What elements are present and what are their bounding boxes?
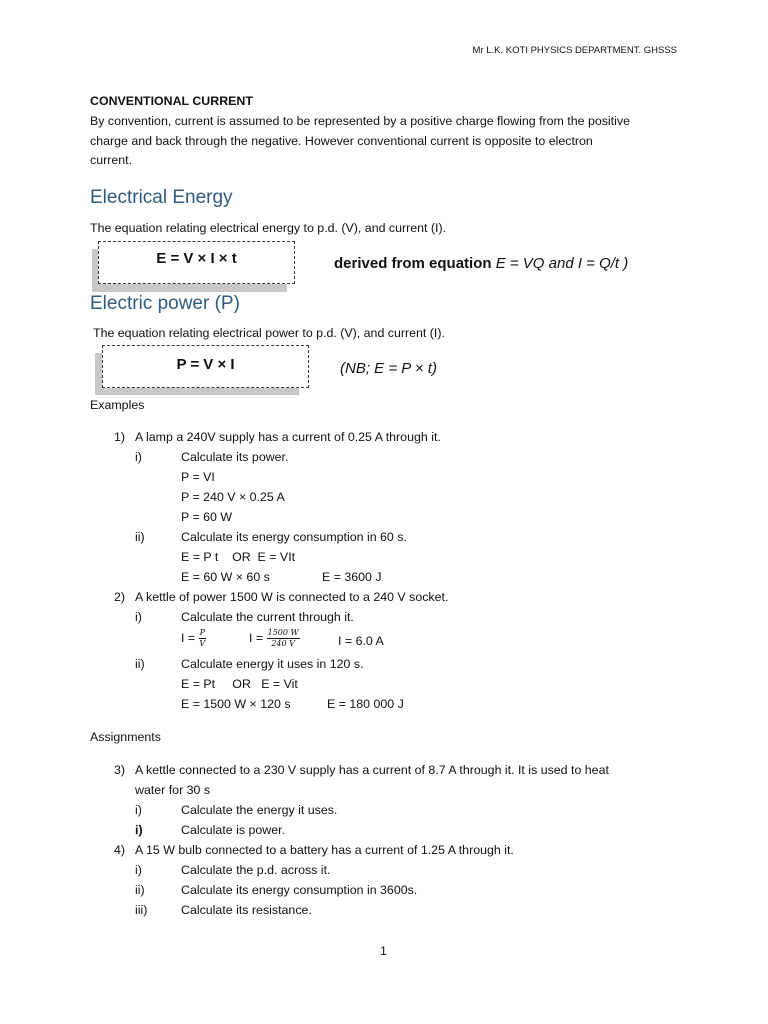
fraction	[199, 628, 206, 649]
working-step: E = 60 W × 60 s	[181, 570, 270, 584]
power-formula: P = V × I	[176, 356, 235, 373]
subquestion-text: Calculate its energy consumption in 3600s.	[181, 883, 418, 897]
question-text: A 15 W bulb connected to a battery has a current of 1.25 A through it.	[135, 843, 514, 857]
heading-electric-power: Electric power (P)	[90, 293, 240, 314]
numerator: 1500 W	[267, 628, 299, 637]
working-result: E = 180 000 J	[327, 697, 404, 711]
question-number: 3)	[114, 763, 126, 777]
working-step: P = 60 W	[181, 510, 233, 524]
paragraph-line: current.	[90, 153, 133, 167]
question-text: A kettle connected to a 230 V supply has a current of 8.7 A through it. It is used to heat	[135, 763, 609, 777]
derived-from-equation	[334, 255, 628, 272]
power-note: (NB; E = P × t)	[340, 360, 437, 377]
derived-label: derived from equation	[334, 255, 496, 272]
conventional-current-paragraph	[90, 112, 630, 171]
subquestion-text: Calculate the energy it uses.	[181, 803, 338, 817]
working-step-fraction	[181, 628, 206, 649]
question-number: 2)	[114, 590, 126, 604]
energy-formula: E = V × I × t	[156, 250, 237, 267]
working-result: E = 3600 J	[322, 570, 382, 584]
energy-intro: The equation relating electrical energy to p.d. (V), and current (I).	[90, 221, 447, 235]
heading-assignments: Assignments	[90, 730, 161, 744]
subquestion-text: Calculate its energy consumption in 60 s.	[181, 530, 407, 544]
question-number: 4)	[114, 843, 126, 857]
question-number: 1)	[114, 430, 126, 444]
subquestion-text: Calculate its resistance.	[181, 903, 312, 917]
working-step: E = 1500 W × 120 s	[181, 697, 291, 711]
energy-formula-box	[98, 241, 295, 284]
fraction	[267, 628, 300, 649]
working-step: E = P t OR E = VIt	[181, 550, 296, 564]
subquestion-text: Calculate the p.d. across it.	[181, 863, 331, 877]
question-text: A kettle of power 1500 W is connected to a 240 V socket.	[135, 590, 449, 604]
subquestion-number: ii)	[135, 657, 145, 671]
working-step: E = Pt OR E = Vit	[181, 677, 298, 691]
paragraph-line: charge and back through the negative. However conventional current is opposite to electron	[90, 133, 593, 148]
heading-examples: Examples	[90, 398, 145, 412]
subquestion-text: Calculate the current through it.	[181, 610, 354, 624]
working-step: P = 240 V × 0.25 A	[181, 490, 285, 504]
subquestion-text: Calculate its power.	[181, 450, 289, 464]
subquestion-number: i)	[135, 803, 142, 817]
denominator: V	[199, 639, 206, 648]
numerator: P	[199, 628, 205, 637]
subquestion-number: ii)	[135, 883, 145, 897]
subquestion-number: iii)	[135, 903, 148, 917]
subquestion-number: ii)	[135, 530, 145, 544]
derived-equations: E = VQ and I = Q/t )	[495, 255, 629, 272]
denominator: 240 V	[271, 639, 295, 648]
working-step: P = VI	[181, 470, 215, 484]
page-header: Mr L.K. KOTI PHYSICS DEPARTMENT. GHSSS	[472, 45, 677, 56]
heading-electrical-energy: Electrical Energy	[90, 187, 233, 208]
working-step-fraction	[249, 628, 300, 649]
power-intro: The equation relating electrical power to p.d. (V), and current (I).	[93, 326, 445, 340]
working-result: I = 6.0 A	[338, 634, 384, 648]
subquestion-number: i)	[135, 863, 142, 877]
subquestion-number: i)	[135, 823, 143, 837]
subquestion-text: Calculate energy it uses in 120 s.	[181, 657, 364, 671]
power-formula-box	[102, 345, 309, 388]
subquestion-number: i)	[135, 610, 142, 624]
question-text: A lamp a 240V supply has a current of 0.25 A through it.	[135, 430, 441, 444]
subquestion-text: Calculate is power.	[181, 823, 285, 837]
equation-lhs: I =	[249, 630, 264, 645]
equation-lhs: I =	[181, 630, 196, 645]
question-text: water for 30 s	[135, 783, 211, 797]
subquestion-number: i)	[135, 450, 142, 464]
section-title-conventional-current: CONVENTIONAL CURRENT	[90, 94, 253, 108]
page-number: 1	[380, 944, 387, 958]
paragraph-line: By convention, current is assumed to be represented by a positive charge flowing from the positive	[90, 114, 630, 128]
